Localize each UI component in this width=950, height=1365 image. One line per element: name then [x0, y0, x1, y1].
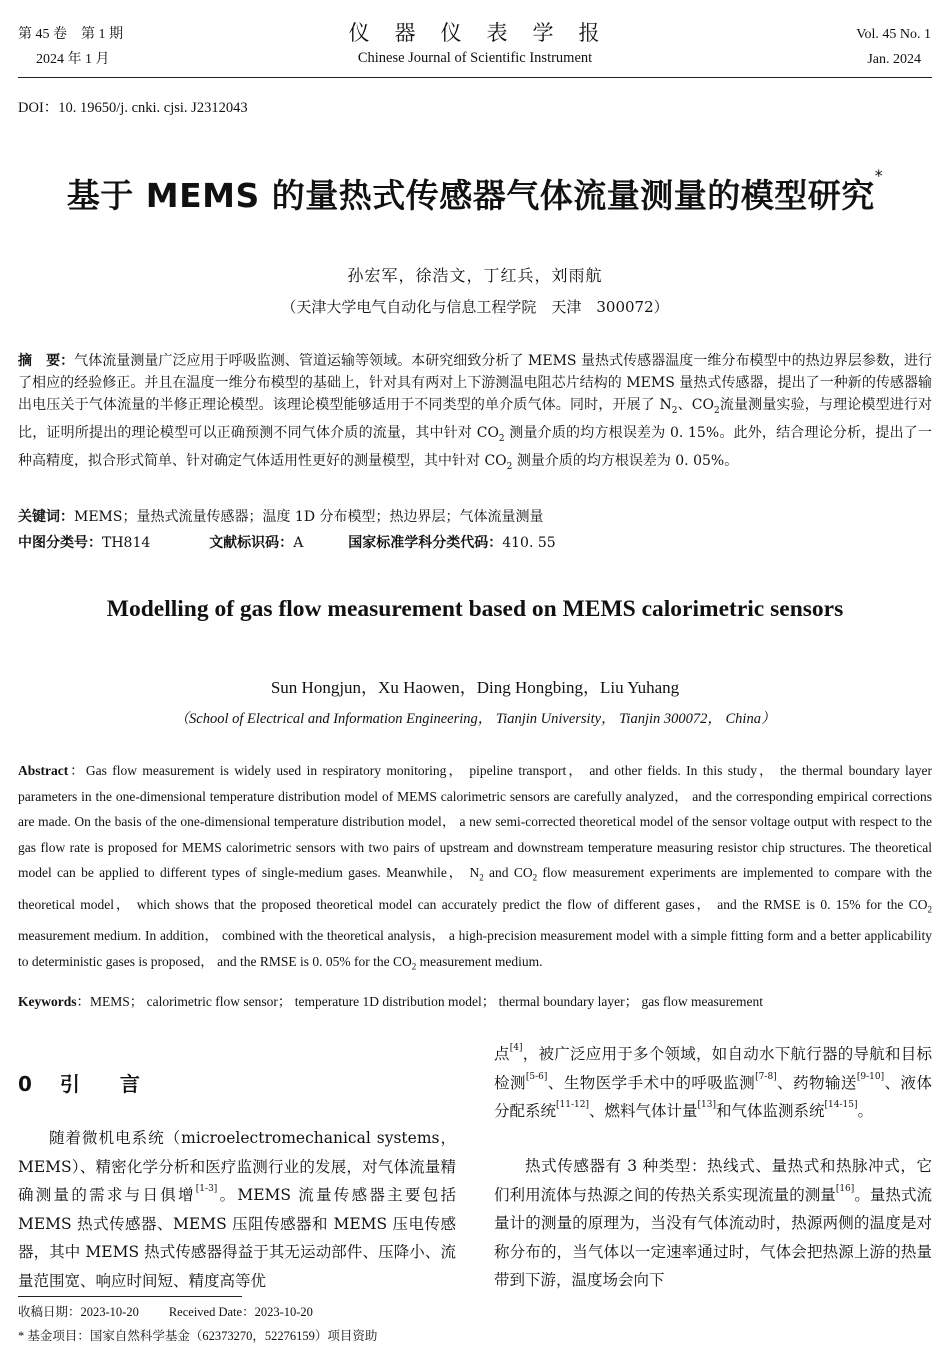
date-cn: 2024 年 1 月 — [36, 52, 110, 67]
body-text: 点 — [494, 1045, 510, 1063]
keywords-en-colon: ： — [76, 994, 90, 1009]
subscript: 2 — [713, 405, 720, 416]
abstract-cn-text: 测量介质的均方根误差为 0. 05%。 — [512, 452, 739, 469]
citation[interactable]: [1-3] — [195, 1184, 218, 1194]
section-heading — [18, 1068, 140, 1097]
keywords-cn-label: 关键词： — [18, 509, 74, 525]
authors-en: Sun Hongjun，Xu Haowen，Ding Hongbing，Liu Yuhang — [270, 678, 680, 697]
right-column-paragraph-1 — [494, 1040, 932, 1126]
keywords-en-text: MEMS； calorimetric flow sensor； temperature 1D distribution model； thermal boundary layer； gas flow measurement — [90, 994, 763, 1009]
authors-cn: 孙宏军，徐浩文，丁红兵，刘雨航 — [347, 266, 603, 285]
date-en: Jan. 2024 — [867, 52, 921, 67]
body-text: ，被广泛应用于多个领域，如自动水下航行器的导航和目标检测 — [494, 1045, 932, 1092]
header-rule — [18, 77, 932, 78]
left-column-paragraph — [18, 1124, 456, 1295]
abstract-en-text: Gas flow measurement is widely used in respiratory monitoring， pipeline transport， and other fields. In this study， the thermal boundary layer parameters in the one-dimensional temperature distribution model of MEMS calorimetric sensors are carefully analyzed， and the corresponding empirical corrections are made. On the basis of the one-dimensional temperature distribution model， a new semi-corrected theoretical model of the sensor voltage output with respect to the gas flow rate is proposed for MEMS calorimetric sensors with two pairs of upstream and downstream temperature measuring resistor chip structures. The theoretical model can be applied to different types of single-medium gases. Meanwhile， N — [18, 763, 932, 881]
body-text: 热式传感器有 3 种类型：热线式、量热式和热脉冲式，它们利用流体与热源之间的传热关系实现流量的测量 — [494, 1157, 932, 1204]
subscript: 2 — [671, 405, 678, 416]
doc-code-value: A — [293, 535, 304, 551]
abstract-cn-text: 测量介质的均方根误差为 0. 15%。此外，结合理论分析，提出了一种高精度，拟合形式简单、针对确定气体适用性更好的测量模型，其中针对 CO — [18, 424, 932, 469]
abstract-en — [18, 758, 932, 980]
keywords-en — [18, 989, 932, 1015]
body-text: 、燃料气体计量 — [588, 1102, 698, 1120]
citation[interactable]: [11-12] — [556, 1100, 589, 1110]
abstract-cn-text: 气体流量测量广泛应用于呼吸监测、管道运输等领域。本研究细致分析了 MEMS 量热式传感器温度一维分布模型中的热边界层参数，进行了相应的经验修正。并且在温度一维分布模型的基础上，针对具有两对上下游测温电阻芯片结构的 MEMS 量热式传感器，提出了一种新的传感器输出电压关于气体流量的半修正理论模型。该理论模型能够适用于不同类型的单介质气体。同时，开展了 N — [18, 353, 932, 413]
clc-label: 中图分类号： — [18, 535, 102, 551]
keywords-en-label: Keywords — [18, 994, 77, 1009]
doi[interactable]: DOI：10. 19650/j. cnki. cjsi. J2312043 — [18, 100, 248, 116]
abstract-cn-text: 流量测量实验，与理论模型进行对比，证明所提出的理论模型可以正确预测不同气体介质的流量，其中针对 CO — [18, 397, 932, 441]
received-cn-label: 收稿日期： — [18, 1305, 81, 1319]
classification-row — [18, 532, 932, 554]
abstract-en-text: measurement medium. In addition， combined with the theoretical analysis， a high-precision measurement model with a simple fitting form and a better applicability to deterministic gases is proposed， and the RMSE is 0. 05% for the CO — [18, 927, 932, 969]
body-text: 、生物医学手术中的呼吸监测 — [547, 1073, 756, 1092]
subscript: 2 — [479, 873, 484, 884]
volume-issue-cn: 第 45 卷 第 1 期 — [18, 27, 123, 42]
abstract-en-text: and CO — [483, 865, 533, 881]
page-title-cn — [0, 166, 950, 217]
citation[interactable]: [16] — [835, 1183, 855, 1194]
right-column-paragraph-2 — [494, 1152, 932, 1295]
section-number: 0 — [18, 1072, 32, 1096]
title-footnote-mark: * — [874, 166, 884, 185]
citation[interactable]: [13] — [697, 1100, 716, 1110]
journal-title-en: Chinese Journal of Scientific Instrument — [357, 50, 593, 66]
citation[interactable]: [9-10] — [856, 1071, 885, 1082]
body-text: 。 — [857, 1102, 873, 1120]
affiliation-en: （School of Electrical and Information Engineering， Tianjin University， Tianjin 300072， China） — [174, 711, 776, 727]
journal-title-cn: 仪 器 仪 表 学 报 — [348, 21, 602, 45]
keywords-cn-text: MEMS；量热式流量传感器；温度 1D 分布模型；热边界层；气体流量测量 — [74, 509, 544, 525]
keywords-cn — [18, 506, 932, 528]
abstract-cn-text: 、CO — [677, 397, 714, 413]
std-code-label: 国家标准学科分类代码： — [348, 535, 503, 551]
fund-note: * 基金项目：国家自然科学基金（62373270，52276159）项目资助 — [18, 1329, 378, 1343]
body-text: 。MEMS 流量传感器主要包括 MEMS 热式传感器、MEMS 压阻传感器和 MEMS 压电传感器，其中 MEMS 热式传感器得益于其无运动部件、压降小、流量范围宽、响应时间短、精度高等优 — [18, 1186, 456, 1290]
subscript: 2 — [532, 873, 538, 884]
received-cn-value: 2023-10-20 — [80, 1305, 139, 1319]
citation[interactable]: [14-15] — [824, 1100, 858, 1110]
abstract-en-label: Abstract — [18, 763, 69, 778]
page-title-en: Modelling of gas flow measurement based on MEMS calorimetric sensors — [106, 596, 844, 622]
citation[interactable]: [5-6] — [525, 1071, 548, 1082]
std-code-value: 410. 55 — [502, 535, 556, 551]
received-en-label: Received Date： — [168, 1305, 255, 1319]
received-date — [18, 1301, 313, 1324]
abstract-en-colon: ： — [68, 763, 86, 778]
citation[interactable]: [7-8] — [755, 1071, 777, 1082]
title-cn-text: 基于 MEMS 的量热式传感器气体流量测量的模型研究 — [66, 176, 875, 215]
abstract-en-text: measurement medium. — [416, 953, 543, 969]
body-text: 、药物输送 — [776, 1073, 857, 1092]
subscript: 2 — [927, 904, 932, 915]
subscript: 2 — [506, 461, 513, 472]
body-text: 和气体监测系统 — [715, 1102, 825, 1120]
doc-code-label: 文献标识码： — [209, 535, 294, 551]
abstract-cn-label: 摘 要： — [18, 353, 75, 369]
footnote-rule — [18, 1296, 242, 1297]
abstract-cn — [18, 350, 932, 477]
received-en-value: 2023-10-20 — [254, 1305, 313, 1319]
clc-value: TH814 — [102, 535, 151, 551]
section-title: 引 言 — [59, 1072, 140, 1096]
body-text: 随着微机电系统（microelectromechanical systems，MEMS）、精密化学分析和医疗监测行业的发展，对气体流量精确测量的需求与日俱增 — [18, 1129, 456, 1204]
citation[interactable]: [4] — [509, 1043, 523, 1053]
body-text: 。量热式流量计的测量的原理为，当没有气体流动时，热源两侧的温度是对称分布的，当气体以一定速率通过时，气体会把热源上游的热量带到下游，温度场会向下 — [494, 1185, 932, 1289]
affiliation-cn: （天津大学电气自动化与信息工程学院 天津 300072） — [281, 298, 669, 316]
subscript: 2 — [411, 961, 417, 972]
volume-issue-en: Vol. 45 No. 1 — [856, 27, 931, 42]
abstract-en-text: flow measurement experiments are implemented to compare with the theoretical model， which shows that the proposed theoretical model can accurately predict the flow of different gases， and the RMSE is 0. 15% for the CO — [18, 865, 932, 912]
subscript: 2 — [498, 433, 505, 444]
body-text: 、液体分配系统 — [494, 1073, 932, 1120]
